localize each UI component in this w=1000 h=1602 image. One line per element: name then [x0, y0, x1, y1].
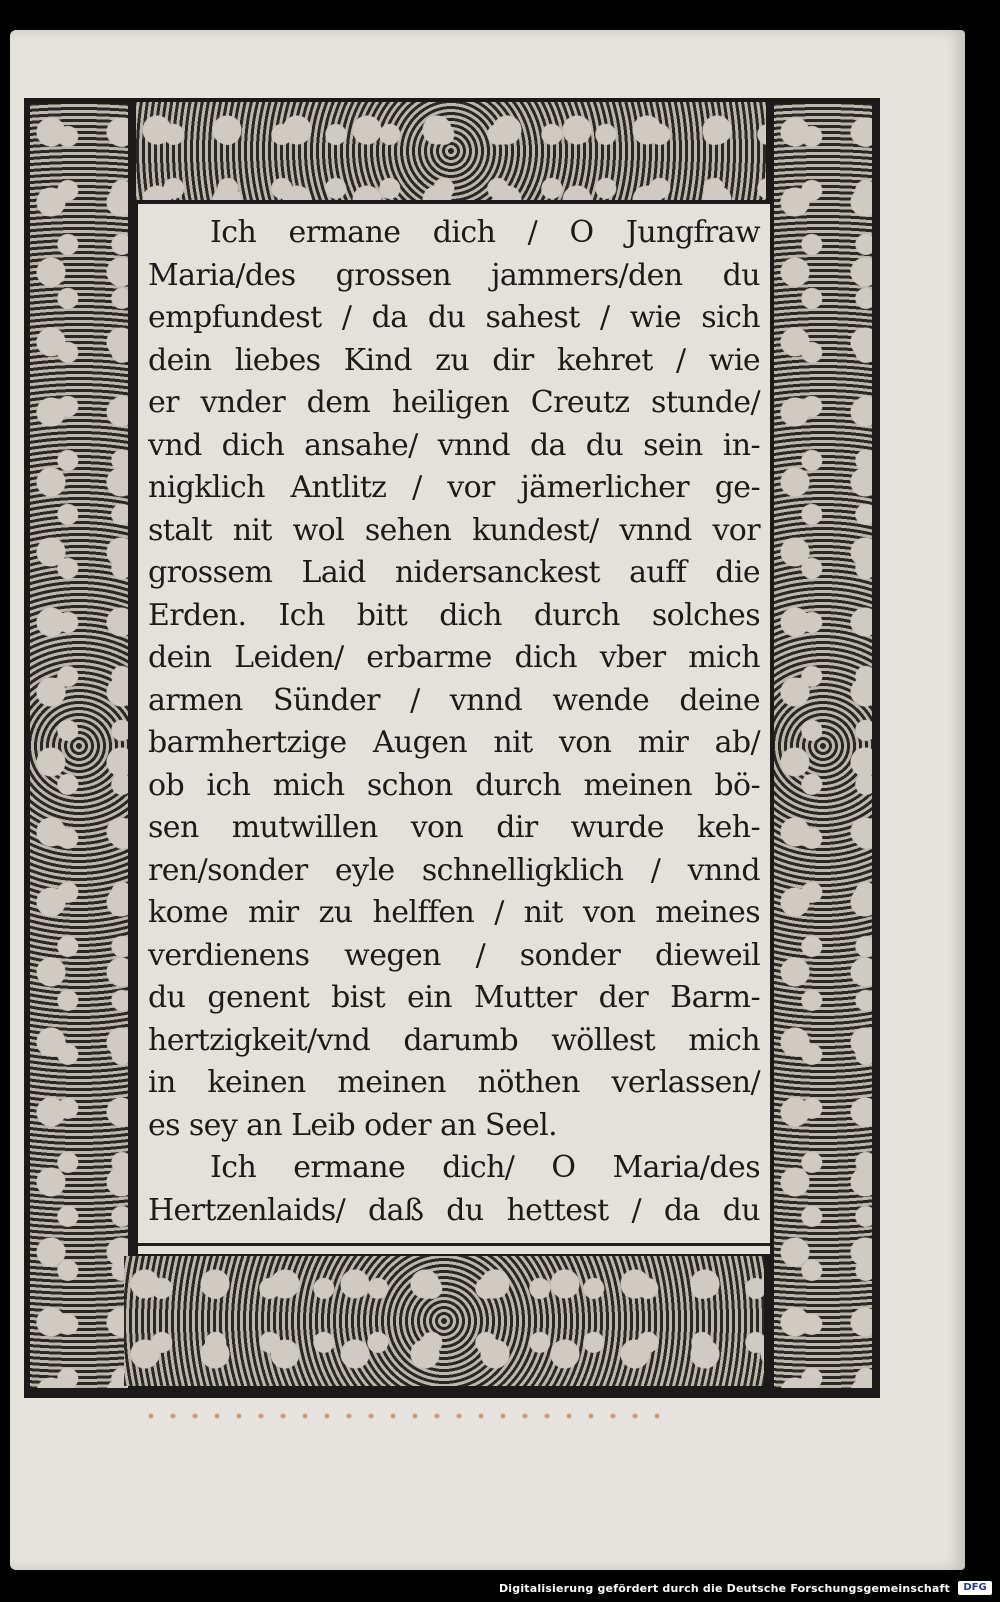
text-line: in keinen meinen nöthen verlassen/ [148, 1065, 760, 1100]
text-line: dein Leiden/ erbarme dich vber mich [148, 640, 760, 675]
prayer-text [148, 212, 760, 1232]
dfg-logo: DFG [958, 1581, 992, 1595]
panel-rule [138, 1243, 770, 1246]
text-line: dein liebes Kind zu dir kehret / wie [148, 342, 760, 378]
text-line: grossem Laid nidersanckest auff die [148, 555, 760, 590]
footer-credit: Digitalisierung gefördert durch die Deutsche Forschungsgemeinschaft [498, 1582, 950, 1595]
text-line: es sey an Leib oder an Seel. [148, 1107, 558, 1143]
text-line: Ich ermane dich / O Jungfraw [210, 215, 760, 250]
text-line: er vnder dem heiligen Creutz stunde/ [148, 385, 760, 420]
text-line: hertzigkeit/vnd darumb wöllest mich [148, 1022, 760, 1058]
ornament-left-figure-image [30, 104, 128, 1388]
text-line: Hertzenlaids/ daß du hettest / da du [148, 1192, 760, 1228]
text-line: du genent bist ein Mutter der Barm- [148, 980, 760, 1015]
text-line: ren/sonder eyle schnelligklich / vnnd [148, 852, 760, 888]
text-line: kome mir zu helffen / nit von meines [148, 895, 760, 930]
text-line: Ich ermane dich/ O Maria/des [210, 1150, 760, 1185]
stitch-marks [140, 1410, 660, 1422]
text-line: nigklich Antlitz / vor jämerlicher ge- [148, 470, 760, 505]
text-line: ob ich mich schon durch meinen bö- [148, 767, 760, 803]
ornament-bottom-image [124, 1256, 764, 1386]
text-line: empfundest / da du sahest / wie sich [148, 300, 760, 335]
text-line: Maria/des grossen jammers/den du [148, 257, 760, 293]
text-line: barmhertzige Augen nit von mir ab/ [148, 725, 760, 760]
text-line: sen mutwillen von dir wurde keh- [148, 810, 760, 845]
text-panel [138, 204, 770, 1254]
ornament-top-image [136, 102, 766, 200]
text-line: armen Sünder / vnnd wende deine [148, 682, 760, 718]
text-line: vnd dich ansahe/ vnnd da du sein in- [148, 427, 760, 463]
text-line: verdienens wegen / sonder dieweil [148, 937, 760, 973]
ornament-right-figure-image [774, 104, 872, 1388]
text-line: stalt nit wol sehen kundest/ vnnd vor [148, 512, 760, 548]
text-line: Erden. Ich bitt dich durch solches [148, 597, 760, 633]
woodcut-border [24, 98, 880, 1398]
